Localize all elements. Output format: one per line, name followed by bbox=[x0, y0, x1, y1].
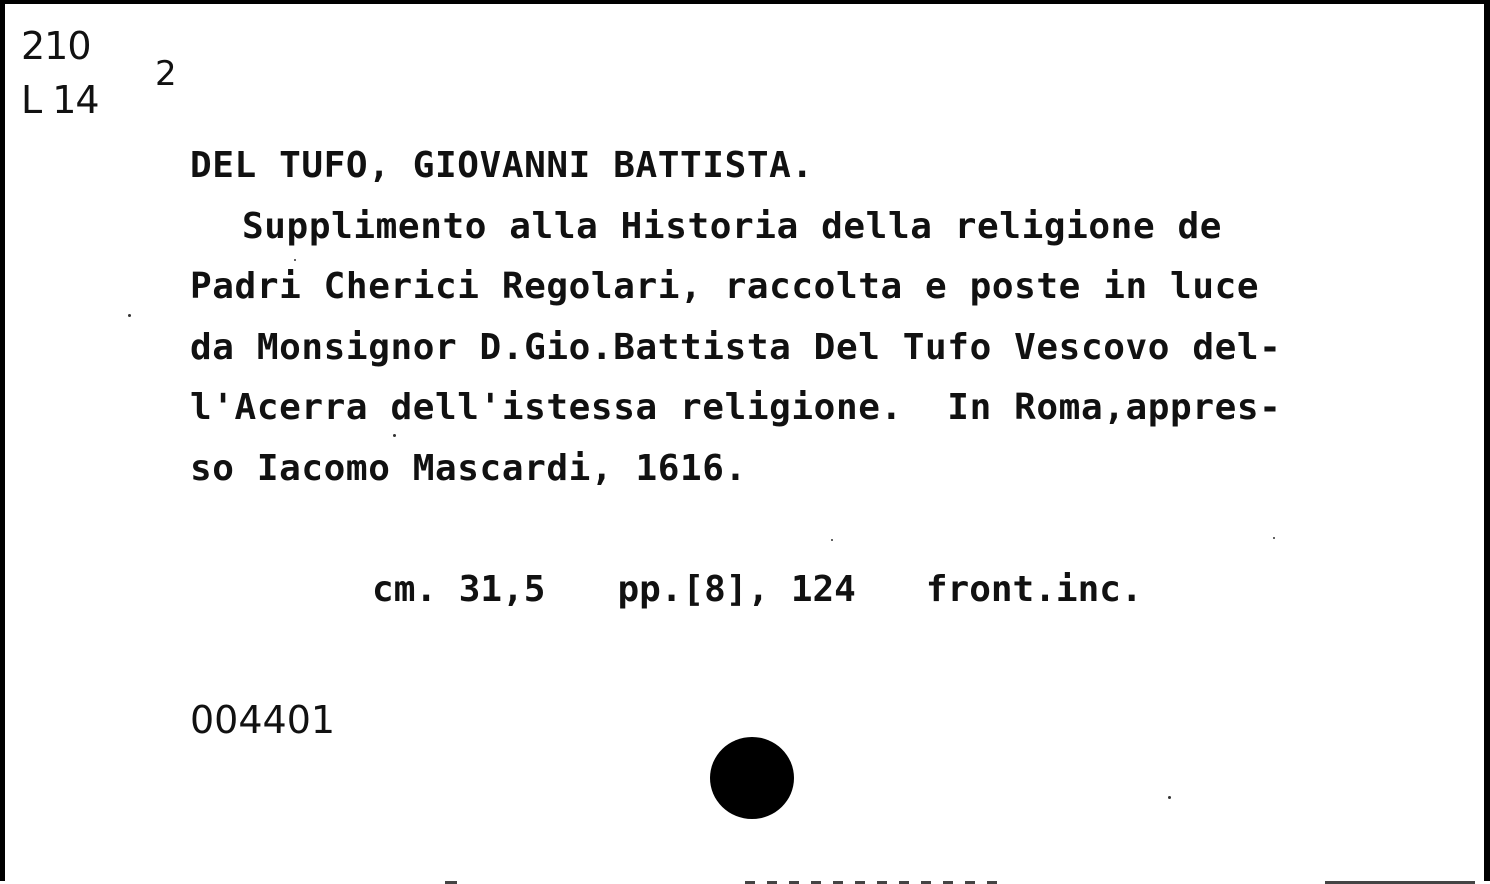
collation-notes: front.inc. bbox=[925, 568, 1143, 610]
dust-speck bbox=[831, 539, 833, 541]
title-line-4: l'Acerra dell'istessa religione. In Roma,appres- bbox=[190, 387, 1282, 428]
dust-speck bbox=[1273, 537, 1275, 539]
accession-number: 004401 bbox=[190, 698, 336, 742]
title-line-3: da Monsignor D.Gio.Battista Del Tufo Vescovo del- bbox=[190, 326, 1282, 368]
dust-speck bbox=[294, 259, 296, 261]
collation-pages: pp.[8], 124 bbox=[617, 568, 856, 610]
title-line-2: Padri Cherici Regolari, raccolta e poste in luce bbox=[190, 266, 1260, 307]
card-punch-hole bbox=[710, 737, 794, 819]
author-heading: DEL TUFO, GIOVANNI BATTISTA. bbox=[190, 145, 814, 186]
dust-speck bbox=[393, 434, 396, 437]
call-number-line-2: L 14 bbox=[21, 78, 99, 122]
dust-speck bbox=[1168, 796, 1171, 799]
collation-line bbox=[190, 499, 1480, 610]
title-line-5: so Iacomo Mascardi, 1616. bbox=[190, 447, 747, 489]
collation-size: cm. 31,5 bbox=[372, 568, 546, 610]
bibliographic-entry bbox=[190, 136, 1480, 610]
call-number-line-1: 210 bbox=[21, 24, 91, 68]
dust-speck bbox=[128, 314, 131, 317]
call-number-superscript: 2 bbox=[155, 54, 177, 94]
title-line-1: Supplimento alla Historia della religione de bbox=[242, 205, 1223, 247]
